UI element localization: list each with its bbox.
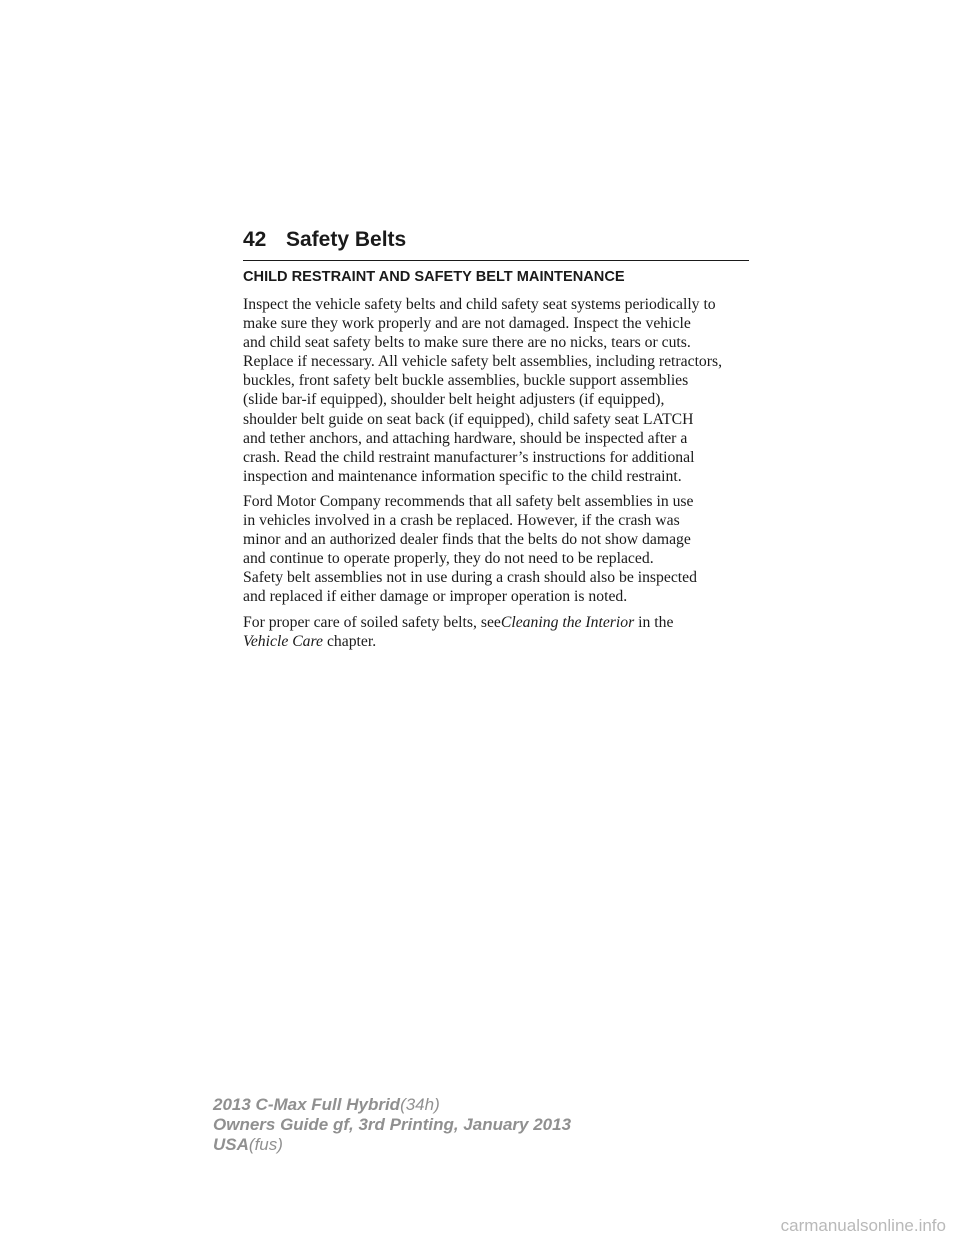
text-line: and replaced if either damage or improper operation is noted. [243,588,628,606]
paragraph-replacement [243,492,753,607]
care-text: chapter. [326,632,377,650]
text-line: Inspect the vehicle safety belts and child safety seat systems periodically to [243,296,716,313]
cleaning-interior-reference[interactable]: Cleaning the Interior [500,613,635,631]
watermark: carmanualsonline.info [780,1216,946,1235]
text-line: (slide bar-if equipped), shoulder belt height adjusters (if equipped), [243,391,665,409]
text-line: inspection and maintenance information specific to the child restraint. [243,467,682,485]
text-line: and tether anchors, and attaching hardware, should be inspected after a [243,429,688,447]
footer-line [213,1135,571,1155]
text-line: Safety belt assemblies not in use during a crash should also be inspected [243,569,697,587]
text-line: crash. Read the child restraint manufacturer’s instructions for additional [243,448,695,466]
text-line: minor and an authorized dealer finds that the belts do not show damage [243,531,691,549]
text-line: make sure they work properly and are not damaged. Inspect the vehicle [243,315,691,333]
footer-model: 2013 C-Max Full Hybrid [213,1095,401,1114]
footer-line [213,1115,571,1135]
page-header [243,228,749,261]
footer-line [213,1095,571,1115]
main-content [243,268,753,657]
text-line [243,613,753,632]
footer-model-code: (34h) [400,1095,440,1114]
paragraph-care [243,613,753,651]
care-text: in the [638,613,674,631]
text-line: shoulder belt guide on seat back (if equipped), child safety seat LATCH [243,410,694,428]
care-text: For proper care of soiled safety belts, see [243,613,501,631]
chapter-title: Safety Belts [286,228,407,251]
paragraph-inspection [243,295,753,486]
text-line: and continue to operate properly, they do not need to be replaced. [243,550,654,568]
text-line: Ford Motor Company recommends that all safety belt assemblies in use [243,492,694,510]
text-line: buckles, front safety belt buckle assemblies, buckle support assemblies [243,372,689,390]
text-line: in vehicles involved in a crash be replaced. However, if the crash was [243,512,680,530]
text-line: Replace if necessary. All vehicle safety belt assemblies, including retractors, [243,353,723,371]
text-line [243,632,753,651]
vehicle-care-reference[interactable]: Vehicle Care [243,632,324,650]
footer-market: USA [213,1135,249,1154]
text-line: and child seat safety belts to make sure there are no nicks, tears or cuts. [243,334,691,352]
document-footer [213,1095,571,1155]
footer-market-code: (fus) [248,1135,283,1154]
footer-printing: Owners Guide gf, 3rd Printing, January 2013 [213,1115,572,1134]
section-heading: CHILD RESTRAINT AND SAFETY BELT MAINTENANCE [243,269,625,285]
page-number: 42 [243,228,267,251]
